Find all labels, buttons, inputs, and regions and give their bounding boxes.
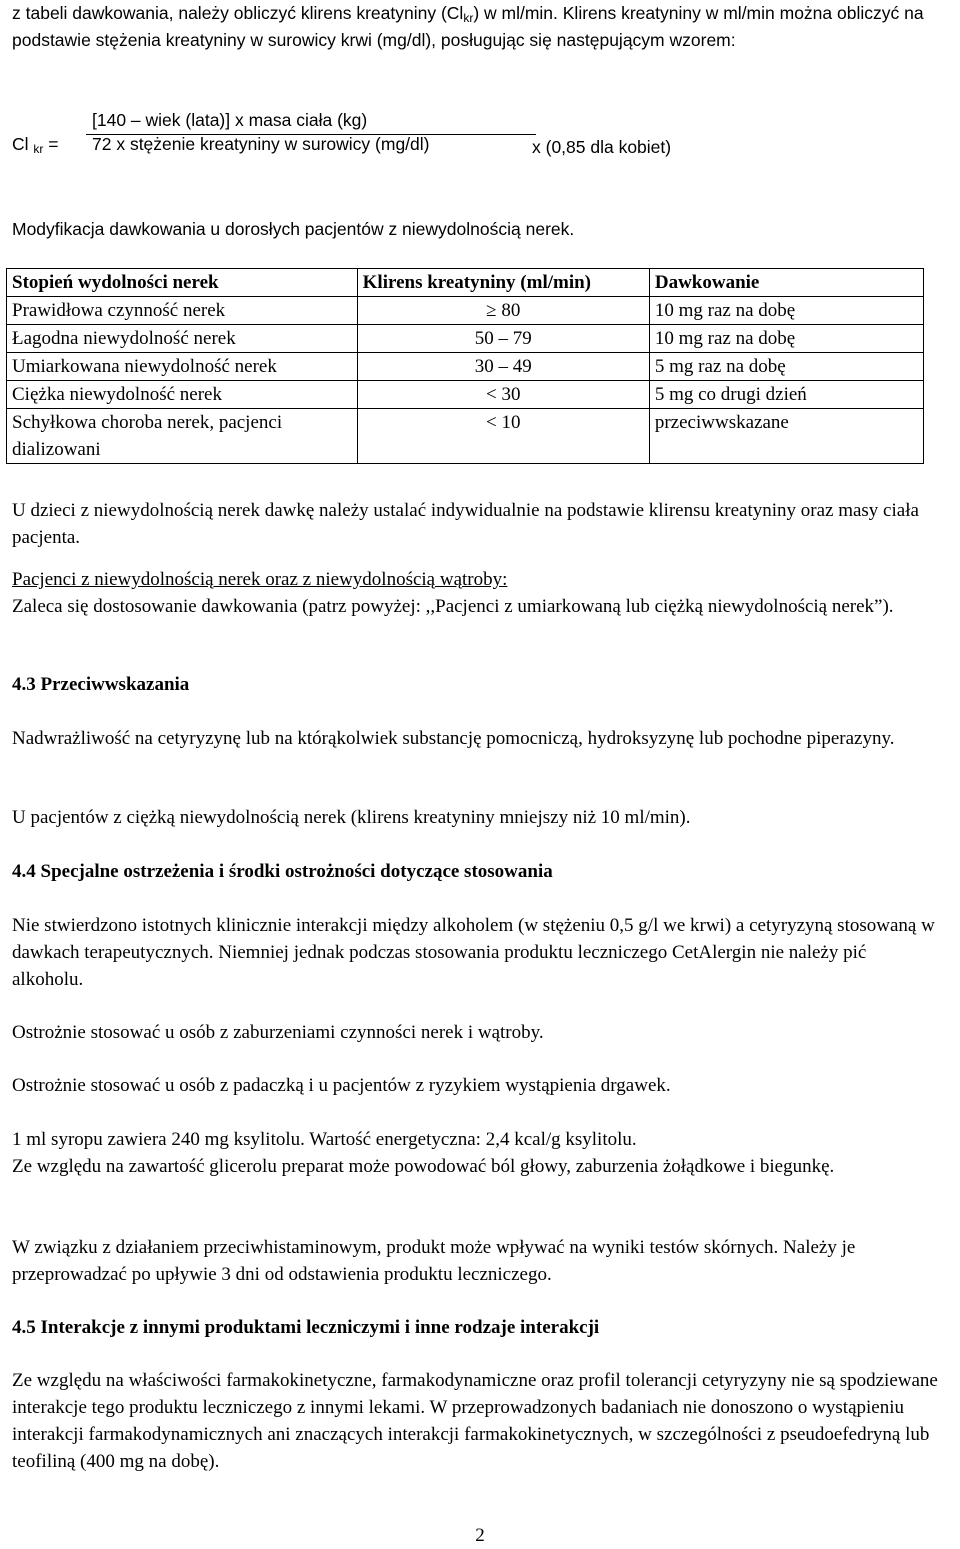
section-4-4-heading: 4.4 Specjalne ostrzeżenia i środki ostrożności dotyczące stosowania bbox=[12, 861, 553, 882]
xylitol-text: 1 ml syropu zawiera 240 mg ksylitolu. Wartość energetyczna: 2,4 kcal/g ksylitolu. bbox=[12, 1129, 637, 1150]
section-4-5-heading: 4.5 Interakcje z innymi produktami leczniczymi i inne rodzaje interakcji bbox=[12, 1317, 600, 1338]
formula-lhs-symbol: Cl bbox=[12, 134, 29, 154]
section-4-4-paragraph-2: Ostrożnie stosować u osób z zaburzeniami czynności nerek i wątroby. bbox=[12, 1022, 544, 1043]
intro-paragraph bbox=[12, 0, 942, 54]
children-paragraph: U dzieci z niewydolnością nerek dawkę należy ustalać indywidualnie na podstawie klirensu kreatyniny oraz masy ciała pacjenta. bbox=[12, 500, 919, 548]
table-row bbox=[7, 381, 924, 409]
table-cell: ≥ 80 bbox=[357, 297, 649, 325]
hepatic-section bbox=[12, 566, 942, 620]
formula-numerator: [140 – wiek (lata)] x masa ciała (kg) bbox=[92, 110, 368, 130]
section-4-5-paragraph-1: Ze względu na właściwości farmakokinetyczne, farmakodynamiczne oraz profil tolerancji cetyryzyny nie są spodziewane interakcje tego produktu leczniczego z innymi lekami. W przeprowadzonych badaniach nie donoszono o wystąpieniu interakcji farmakodynamicznych ani znaczących interakcji farmakokinetycznych, w szczególności z pseudoefedryną lub teofiliną (400 mg na dobę). bbox=[12, 1370, 938, 1472]
formula-lhs bbox=[12, 131, 59, 158]
table-cell: 50 – 79 bbox=[357, 325, 649, 353]
section-4-4-paragraph-1: Nie stwierdzono istotnych klinicznie interakcji między alkoholem (w stężeniu 0,5 g/l we krwi) a cetyryzyną stosowaną w dawkach terapeutycznych. Niemniej jednak podczas stosowania produktu leczniczego CetAlergin nie należy pić alkoholu. bbox=[12, 915, 935, 990]
table-cell: Prawidłowa czynność nerek bbox=[7, 297, 358, 325]
table-cell: 5 mg raz na dobę bbox=[649, 353, 923, 381]
table-cell: 10 mg raz na dobę bbox=[649, 325, 923, 353]
table-cell: Ciężka niewydolność nerek bbox=[7, 381, 358, 409]
hepatic-text: Zaleca się dostosowanie dawkowania (patrz powyżej: ,,Pacjenci z umiarkowaną lub ciężką niewydolnością nerek”). bbox=[12, 596, 894, 617]
table-header-cell: Stopień wydolności nerek bbox=[7, 269, 358, 297]
formula-lhs-equals: = bbox=[43, 134, 59, 154]
table-cell: < 10 bbox=[357, 409, 649, 464]
section-4-3-paragraph-1: Nadwrażliwość na cetyryzynę lub na którąkolwiek substancję pomocniczą, hydroksyzynę lub pochodne piperazyny. bbox=[12, 728, 895, 749]
glycerol-text: Ze względu na zawartość glicerolu preparat może powodować ból głowy, zaburzenia żołądkowe i biegunkę. bbox=[12, 1156, 835, 1177]
intro-subscript: kr bbox=[463, 11, 474, 25]
table-cell: 5 mg co drugi dzień bbox=[649, 381, 923, 409]
section-4-4-paragraph-3: Ostrożnie stosować u osób z padaczką i u pacjentów z ryzykiem wystąpienia drgawek. bbox=[12, 1075, 671, 1096]
creatinine-formula bbox=[12, 104, 732, 164]
formula-lhs-subscript: kr bbox=[33, 142, 44, 156]
table-header-cell: Klirens kreatyniny (ml/min) bbox=[357, 269, 649, 297]
formula-denominator: 72 x stężenie kreatyniny w surowicy (mg/dl) bbox=[92, 134, 430, 154]
table-row bbox=[7, 409, 924, 464]
section-4-3-paragraph-2: U pacjentów z ciężką niewydolnością nerek (klirens kreatyniny mniejszy niż 10 ml/min). bbox=[12, 807, 691, 828]
table-cell: < 30 bbox=[357, 381, 649, 409]
table-row bbox=[7, 353, 924, 381]
intro-text-2: ) w ml/min. Klirens kreatyniny w ml/min można obliczyć na podstawie stężenia kreatyniny w surowicy krwi (mg/dl), posługując się następującym wzorem: bbox=[12, 3, 924, 50]
intro-text-1: z tabeli dawkowania, należy obliczyć klirens kreatyniny (Cl bbox=[12, 3, 464, 23]
table-header-cell: Dawkowanie bbox=[649, 269, 923, 297]
table-cell: przeciwwskazane bbox=[649, 409, 923, 464]
table-cell: Umiarkowana niewydolność nerek bbox=[7, 353, 358, 381]
table-cell: 10 mg raz na dobę bbox=[649, 297, 923, 325]
table-row bbox=[7, 325, 924, 353]
page-number: 2 bbox=[475, 1525, 485, 1546]
section-4-4-paragraph-4 bbox=[12, 1126, 942, 1180]
section-4-3-heading: 4.3 Przeciwwskazania bbox=[12, 674, 190, 695]
table-header-row bbox=[7, 269, 924, 297]
formula-multiplier: x (0,85 dla kobiet) bbox=[532, 137, 672, 157]
hepatic-heading: Pacjenci z niewydolnością nerek oraz z niewydolnością wątroby: bbox=[12, 569, 508, 590]
dosage-table bbox=[6, 268, 924, 464]
table-cell: 30 – 49 bbox=[357, 353, 649, 381]
table-row bbox=[7, 297, 924, 325]
table-caption: Modyfikacja dawkowania u dorosłych pacjentów z niewydolnością nerek. bbox=[12, 219, 575, 239]
table-cell: Łagodna niewydolność nerek bbox=[7, 325, 358, 353]
table-cell: Schyłkowa choroba nerek, pacjenci dializowani bbox=[7, 409, 358, 464]
section-4-4-paragraph-5: W związku z działaniem przeciwhistaminowym, produkt może wpływać na wyniki testów skórnych. Należy je przeprowadzać po upływie 3 dni od odstawienia produktu leczniczego. bbox=[12, 1237, 856, 1285]
